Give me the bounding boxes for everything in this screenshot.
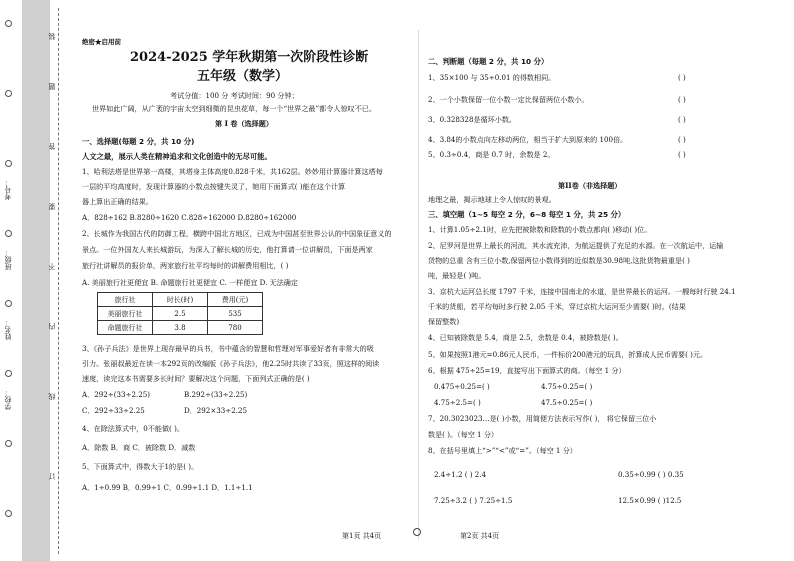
section2-title: 二、判断题（每题 2 分，共 10 分） [428,57,549,66]
gutter-mark: 答 [48,143,56,151]
q2-line: 景点。一位外国友人来长城游玩，为深入了解长城的历史，他打算请一位讲解员，下面是两家 [82,245,373,254]
q4-options: A．除数 B．商 C．被除数 D．减数 [82,443,196,452]
judge-blank: ( ) [678,73,686,82]
table-cell: 3.8 [153,321,208,335]
secret-mark: 绝密★启用前 [82,38,121,46]
hole-mark [5,230,12,237]
gutter-mark: 订 [48,473,56,481]
section3-title: 三、填空题（1~5 每空 2 分，6~8 每空 1 分，共 25 分） [428,210,626,219]
table-header: 旅行社 [98,293,153,307]
table-row [98,321,263,335]
exam-info: 考试分值：100 分 考试时间：90 分钟； [170,91,299,100]
judge-blank: ( ) [678,150,686,159]
binding-gutter [0,0,62,561]
intro-text: 世界如此广阔，从广袤的宇宙太空到细微的昆虫花草，每一个“世界之最”都令人惊叹不已。 [92,104,376,113]
fill-q7-line: 数是( )。（每空 1 分） [428,430,499,439]
hole-mark [5,440,12,447]
gutter-mark: 不 [48,263,56,271]
table-cell: 2.5 [153,307,208,321]
table-header: 时长(时) [153,293,208,307]
fill-q3-line: 千米的货船，若平均每时多行驶 2.05 千米，穿过京杭大运河至少需要( )时。(结果 [428,302,686,311]
q5-text: 5、下面算式中，得数大于1的是( )。 [82,462,199,471]
fill-q6-item: 4.75÷0.25=( ) [541,382,593,391]
fill-q6-item: 47.5÷0.25=( ) [541,398,593,407]
fill-q8: 8、在括号里填上“>”“<”或“=”。（每空 1 分） [428,446,577,455]
q3-option-b: B.292÷(33÷2.25) [184,390,248,399]
judge-blank: ( ) [678,135,686,144]
fee-table [97,292,263,335]
q3-line: 速度，读完这本书需要多长时间？要解决这个问题，下面列式正确的是( ) [82,374,310,383]
q3-option-c: C．292÷33÷2.25 [82,406,145,415]
q1-line: 一层的平均高度时，发现计算器的小数点按键失灵了，她用下面算式( )能在这个计算 [82,182,346,191]
fill-q2-line: 吨，最轻是( )吨。 [428,271,486,280]
q1-options: A．828÷162 B.8280÷1620 C.828÷162000 D.8280÷162000 [82,213,297,222]
compare-item: 0.35÷0.99 ( ) 0.35 [618,470,684,479]
section1-subtitle: 人文之最，展示人类在精神追求和文化创造中的无尽可能。 [82,152,272,161]
q1-line: 1、哈利法塔是世界第一高楼，其塔身主体高度0.828千米，共162层。妙妙用计算器计算这塔每 [82,167,383,176]
center-circle [413,528,421,536]
fill-q6: 6、根据 475÷25=19，直接写出下面算式的商。（每空 1 分） [428,366,626,375]
fill-q7-line: 7、20.3023023…是( )小数，用简便方法表示写作( )， 将它保留三位小 [428,414,657,423]
q2-options: A. 美丽旅行社更便宜 B. 命题旅行社更便宜 C. 一样便宜 D. 无法确定 [82,278,298,287]
hole-mark [5,160,12,167]
q2-line: 2、长城作为我国古代的防御工程，横跨中国北方地区，已成为中国甚至世界公认的中国象征意义的 [82,229,392,238]
exam-subtitle: 五年级（数学） [197,69,289,84]
compare-item: 2.4÷1.2 ( ) 2.4 [434,470,487,479]
hole-mark [5,300,12,307]
judge-item: 5、0.3÷0.4，商是 0.7 时，余数是 2。 [428,150,555,159]
gutter-mark: 内 [48,323,56,331]
gutter-mark: 题 [48,83,56,91]
q2-line: 旅行社讲解员的报价单，两家旅行社平均每时的讲解费用相比，( ) [82,261,289,270]
table-header: 费用(元) [208,293,263,307]
fill-q3-line: 保留整数) [428,317,460,326]
fill-q4: 4、已知被除数是 5.4，商是 2.5，余数是 0.4，被除数是( )。 [428,333,623,342]
geography-intro: 地理之最，揭示地球上令人惊叹的景观。 [428,195,556,204]
fill-q2-line: 2、尼罗河是世界上最长的河流，其水流充沛，为航运提供了充足的水源。在一次航运中，运输 [428,241,724,250]
q3-option-a: A．292÷(33÷2.25) [82,390,151,399]
school-label: 学校： [4,389,12,411]
judge-blank: ( ) [678,115,686,124]
id-label: 考号： [4,179,12,201]
page-number-left: 第1页 共4页 [342,532,382,540]
hole-mark [5,20,12,27]
q3-option-d: D．292×33÷2.25 [184,406,248,415]
fill-q6-item: 4.75÷2.5=( ) [434,398,481,407]
hole-mark [5,90,12,97]
fill-q3-line: 3、京杭大运河总长度 1797 千米，连接中国南北的水道，是世界最长的运河。一艘每时行驶 24.1 [428,287,736,296]
section1-title: 一、选择题(每题 2 分，共 10 分) [82,137,195,146]
page-number-right: 第2页 共4页 [460,532,500,540]
hole-mark [5,370,12,377]
gutter-mark: 要 [48,203,56,211]
table-header-row [98,293,263,307]
compare-item: 7.25÷3.2 ( ) 7.25÷1.5 [434,496,513,505]
q4-text: 4、在除法算式中，0不能做( )。 [82,424,184,433]
table-cell: 535 [208,307,263,321]
volume1-title: 第 I 卷（选择题） [215,119,273,128]
hole-mark [5,510,12,517]
volume2-title: 第II卷（非选择题） [558,181,622,190]
table-row [98,307,263,321]
gutter-mark: 装 [48,33,56,41]
q5-options: A．1÷0.99 B．0.99÷1 C．0.99÷1.1 D．1.1÷1.1 [82,483,253,492]
column-divider [418,30,419,540]
q3-line: 3、《孙子兵法》是世界上现存最早的兵书，书中蕴含的智慧和哲理对军事爱好者有非常大的吸 [82,344,374,353]
fill-q5: 5、如果按照1港元=0.86元人民币，一件标价200港元的玩具，折算成人民币需要( )元。 [428,350,708,359]
judge-blank: ( ) [678,95,686,104]
judge-item: 2、一个小数保留一位小数一定比保留两位小数小。 [428,95,589,104]
judge-item: 4、3.84的小数点向左移动两位，相当于扩大到原来的 100倍。 [428,135,628,144]
q1-line: 器上算出正确的结果。 [82,197,153,206]
compare-item: 12.5×0.99 ( )12.5 [618,496,682,505]
judge-item: 3、0.328328是循环小数。 [428,115,517,124]
q3-line: 引力。张丽叔最近在读一本292页的改编版《孙子兵法》，他2.25时共读了33页，照这样的阅读 [82,359,380,368]
table-cell: 命题旅行社 [98,321,153,335]
fill-q2-line: 货物的总重 含有三位小数,保留两位小数得到的近似数是30.98吨,这批货物最重是( ) [428,256,690,265]
table-cell: 美丽旅行社 [98,307,153,321]
name-label: 姓名： [4,319,12,341]
class-label: 班级： [4,249,12,271]
gutter-mark: 线 [48,393,56,401]
exam-title: 2024-2025 学年秋期第一次阶段性诊断 [130,50,369,65]
fill-q6-item: 0.475÷0.25=( ) [434,382,490,391]
table-cell: 780 [208,321,263,335]
judge-item: 1、35×100 与 35÷0.01 的得数相同。 [428,73,556,82]
fill-q1: 1、计算1.05÷2.1时，应先把被除数和除数的小数点都向( )移动( )位。 [428,225,652,234]
